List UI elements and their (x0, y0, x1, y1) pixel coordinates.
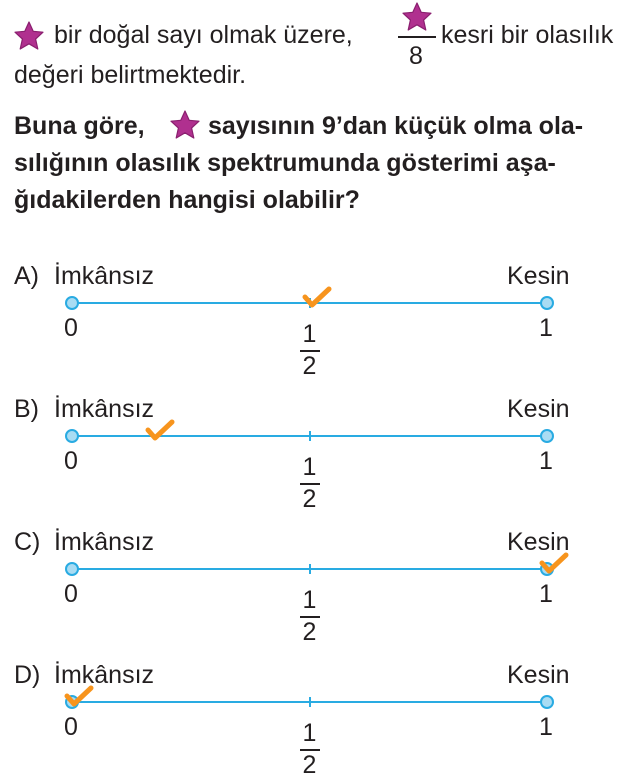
zero-endpoint (65, 562, 79, 576)
impossible-label: İmkânsız (54, 262, 155, 290)
zero-endpoint (65, 429, 79, 443)
question-line1: sayısının 9’dan küçük olma ola- (208, 112, 584, 140)
one-endpoint (540, 429, 554, 443)
statement-line2: değeri belirtmektedir. (14, 61, 247, 89)
one-label: 1 (539, 314, 553, 342)
half-numerator: 1 (302, 453, 317, 481)
one-label: 1 (539, 580, 553, 608)
half-tick (309, 431, 311, 441)
option-letter: B) (14, 395, 39, 423)
statement-part1: bir doğal sayı olmak üzere, (54, 21, 353, 49)
check-mark-icon (64, 685, 94, 707)
half-numerator: 1 (302, 719, 317, 747)
question-prefix: Buna göre, (14, 112, 145, 140)
certain-label: Kesin (507, 395, 570, 423)
half-tick (309, 564, 311, 574)
check-mark-icon (145, 419, 175, 441)
option-letter: D) (14, 661, 41, 689)
zero-label: 0 (64, 713, 78, 741)
half-denominator: 2 (302, 352, 317, 380)
half-tick (309, 697, 311, 707)
option-letter: A) (14, 262, 39, 290)
question-line3: ğıdakilerden hangisi olabilir? (14, 186, 360, 214)
star-icon (14, 21, 44, 51)
impossible-label: İmkânsız (54, 528, 155, 556)
one-label: 1 (539, 713, 553, 741)
zero-label: 0 (64, 314, 78, 342)
one-endpoint (540, 296, 554, 310)
half-numerator: 1 (302, 320, 317, 348)
certain-label: Kesin (507, 661, 570, 689)
fraction-denominator: 8 (409, 42, 423, 70)
certain-label: Kesin (507, 262, 570, 290)
check-mark-icon (302, 286, 332, 308)
half-denominator: 2 (302, 618, 317, 646)
certain-label: Kesin (507, 528, 570, 556)
zero-label: 0 (64, 580, 78, 608)
half-denominator: 2 (302, 751, 317, 779)
zero-endpoint (65, 296, 79, 310)
one-endpoint (540, 695, 554, 709)
star-icon (402, 2, 432, 32)
half-numerator: 1 (302, 586, 317, 614)
impossible-label: İmkânsız (54, 395, 155, 423)
one-label: 1 (539, 447, 553, 475)
impossible-label: İmkânsız (54, 661, 155, 689)
question-line2: sılığının olasılık spektrumunda gösterimi aşa- (14, 149, 556, 177)
check-mark-icon (539, 552, 569, 574)
option-letter: C) (14, 528, 41, 556)
half-denominator: 2 (302, 485, 317, 513)
zero-label: 0 (64, 447, 78, 475)
statement-part2: kesri bir olasılık (441, 21, 614, 49)
fraction-bar (398, 36, 436, 38)
star-icon (170, 110, 200, 140)
